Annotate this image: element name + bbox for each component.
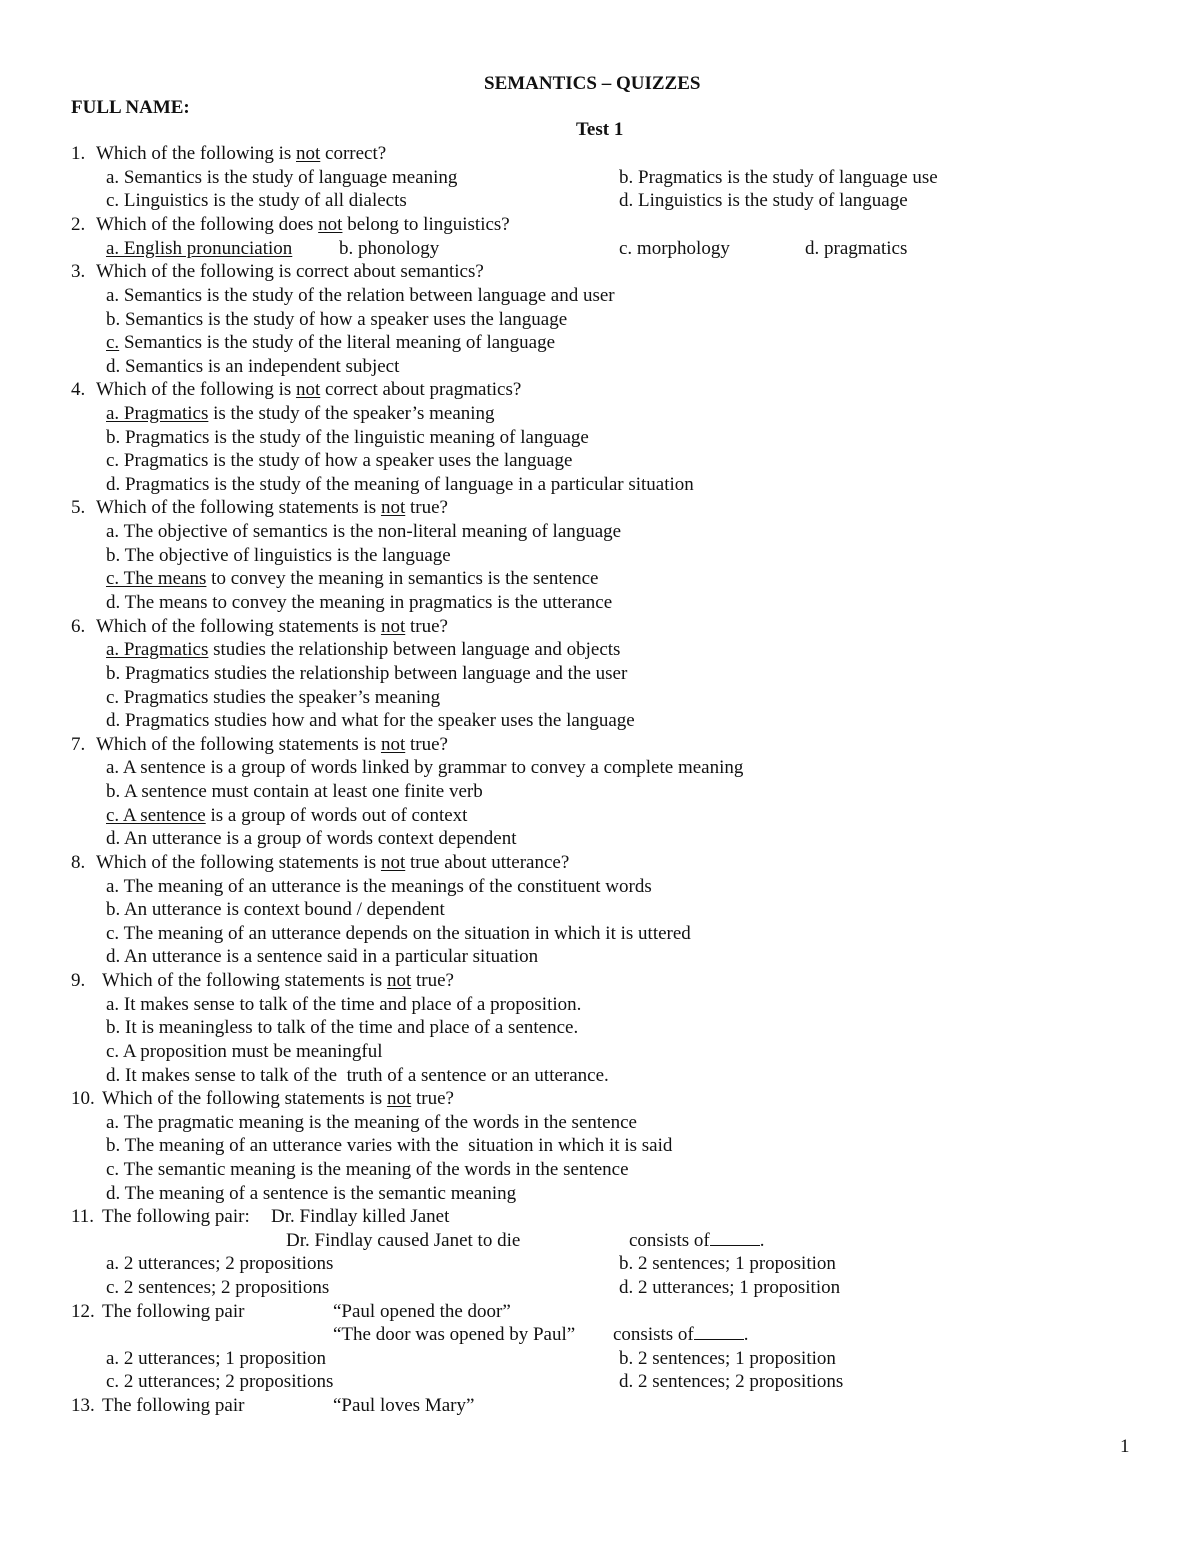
question-text: Which of the following is correct about semantics? [96,261,484,282]
option-d: d. An utterance is a group of words context dependent [106,828,517,849]
option-b: b. The objective of linguistics is the language [106,545,451,566]
option-c: c. The semantic meaning is the meaning of the words in the sentence [106,1159,629,1180]
option-a: a. A sentence is a group of words linked by grammar to convey a complete meaning [106,757,744,778]
answer-blank [710,1231,760,1246]
question-number: 9. [71,970,86,991]
question-text: Which of the following does not belong to linguistics? [96,214,510,235]
sentence-1: “Paul opened the door” [333,1301,511,1322]
question-number: 12. [71,1301,95,1322]
option-d: d. Pragmatics is the study of the meaning of language in a particular situation [106,474,694,495]
question-lead: The following pair [102,1301,245,1322]
question-text: Which of the following statements is not true? [102,1088,454,1109]
option-c: c. Pragmatics studies the speaker’s meaning [106,687,441,708]
page-title: SEMANTICS – QUIZZES [484,73,701,94]
option-a: a. 2 utterances; 1 proposition [106,1348,327,1369]
option-d: d. It makes sense to talk of the truth of a sentence or an utterance. [106,1065,609,1086]
option-d: d. The means to convey the meaning in pragmatics is the utterance [106,592,613,613]
option-a: a. Pragmatics is the study of the speaker’s meaning [106,403,495,424]
option-d: d. Semantics is an independent subject [106,356,400,377]
option-d: d. 2 utterances; 1 proposition [619,1277,841,1298]
option-a: a. 2 utterances; 2 propositions [106,1253,334,1274]
question-text: Which of the following statements is not true? [96,734,448,755]
question-lead: The following pair [102,1395,245,1416]
question-number: 10. [71,1088,95,1109]
sentence-2: Dr. Findlay caused Janet to die [286,1230,521,1251]
option-b: b. The meaning of an utterance varies with the situation in which it is said [106,1135,673,1156]
question-number: 8. [71,852,86,873]
option-c: c. The meaning of an utterance depends on the situation in which it is uttered [106,923,691,944]
question-number: 1. [71,143,86,164]
question-lead: The following pair: [102,1206,250,1227]
answer-blank [694,1325,744,1340]
question-number: 4. [71,379,86,400]
sentence-2: “The door was opened by Paul” [333,1324,576,1345]
option-d: d. Linguistics is the study of language [619,190,908,211]
option-a: a. The objective of semantics is the non-literal meaning of language [106,521,622,542]
option-a: a. The pragmatic meaning is the meaning of the words in the sentence [106,1112,637,1133]
option-b: b. Semantics is the study of how a speaker uses the language [106,309,568,330]
page-number: 1 [1120,1436,1130,1457]
option-d: d. pragmatics [805,238,908,259]
question-text: Which of the following statements is not true about utterance? [96,852,570,873]
option-a: a. It makes sense to talk of the time and place of a proposition. [106,994,582,1015]
sentence-1: Dr. Findlay killed Janet [271,1206,450,1227]
option-a: a. Semantics is the study of language meaning [106,167,458,188]
question-number: 3. [71,261,86,282]
option-a: a. Semantics is the study of the relation between language and user [106,285,615,306]
option-b: b. 2 sentences; 1 proposition [619,1348,836,1369]
option-c: c. Pragmatics is the study of how a speaker uses the language [106,450,573,471]
question-number: 5. [71,497,86,518]
option-b: b. Pragmatics is the study of the linguistic meaning of language [106,427,589,448]
option-c: c. Linguistics is the study of all dialects [106,190,407,211]
option-c: c. A sentence is a group of words out of context [106,805,468,826]
consists-of: consists of . [613,1324,749,1345]
option-b: b. An utterance is context bound / dependent [106,899,445,920]
consists-of: consists of . [629,1230,765,1251]
full-name-label: FULL NAME: [71,97,190,118]
option-b: b. Pragmatics studies the relationship between language and the user [106,663,628,684]
option-c: c. 2 utterances; 2 propositions [106,1371,334,1392]
question-number: 6. [71,616,86,637]
option-a: a. English pronunciation [106,238,293,259]
test-label: Test 1 [576,119,624,140]
option-d: d. Pragmatics studies how and what for the speaker uses the language [106,710,635,731]
question-number: 13. [71,1395,95,1416]
option-b: b. It is meaningless to talk of the time and place of a sentence. [106,1017,579,1038]
option-c: c. morphology [619,238,730,259]
question-text: Which of the following is not correct about pragmatics? [96,379,522,400]
option-c: c. Semantics is the study of the literal meaning of language [106,332,556,353]
option-b: b. 2 sentences; 1 proposition [619,1253,836,1274]
option-b: b. A sentence must contain at least one finite verb [106,781,483,802]
option-c: c. 2 sentences; 2 propositions [106,1277,330,1298]
option-c: c. A proposition must be meaningful [106,1041,383,1062]
question-text: Which of the following statements is not true? [96,497,448,518]
question-number: 11. [71,1206,95,1227]
question-text: Which of the following statements is not true? [102,970,454,991]
option-c: c. The means to convey the meaning in semantics is the sentence [106,568,599,589]
question-number: 2. [71,214,86,235]
option-a: a. Pragmatics studies the relationship between language and objects [106,639,621,660]
question-text: Which of the following statements is not true? [96,616,448,637]
question-text: Which of the following is not correct? [96,143,387,164]
option-d: d. 2 sentences; 2 propositions [619,1371,844,1392]
option-d: d. An utterance is a sentence said in a particular situation [106,946,539,967]
option-b: b. Pragmatics is the study of language use [619,167,938,188]
option-b: b. phonology [339,238,440,259]
question-number: 7. [71,734,86,755]
option-a: a. The meaning of an utterance is the meanings of the constituent words [106,876,652,897]
option-d: d. The meaning of a sentence is the semantic meaning [106,1183,517,1204]
sentence-1: “Paul loves Mary” [333,1395,475,1416]
